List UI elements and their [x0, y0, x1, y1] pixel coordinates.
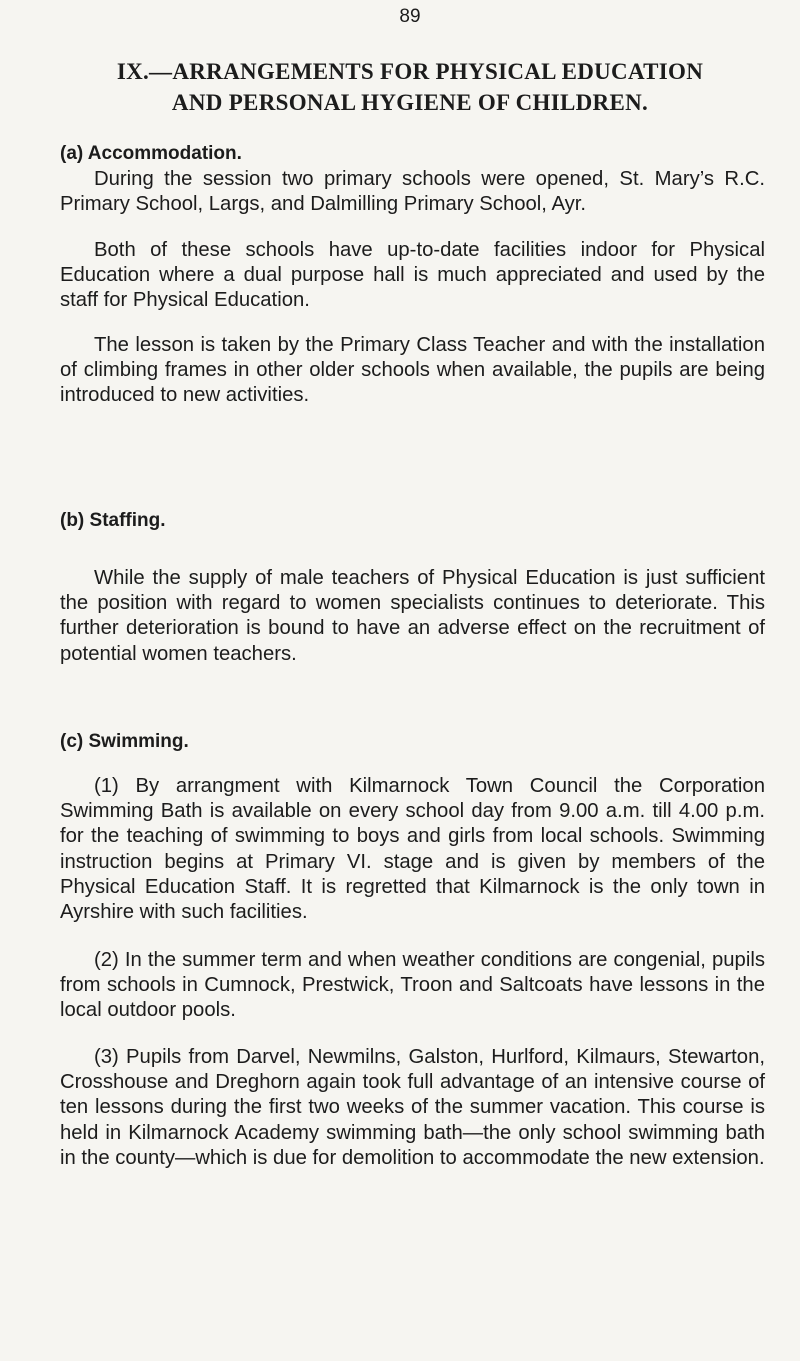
page-number: 89 [399, 6, 421, 27]
section-heading-staffing: (b) Staffing. [60, 510, 166, 531]
document-page [60, 0, 765, 1361]
paragraph-accommodation-1: During the session two primary schools were opened, St. Mary’s R.C. Primary School, Largs, and Dalmilling Primary School, Ayr. [60, 168, 765, 216]
paragraph-accommodation-3: The lesson is taken by the Primary Class Teacher and with the installation of climbing frames in other older schools when available, the pupils are being introduced to new activities. [60, 334, 765, 407]
paragraph-staffing-1: While the supply of male teachers of Physical Education is just sufficient the position with regard to women specialists continues to deteriorate. This further deterioration is bound to have an adverse effect on the recruitment of potential women teachers. [60, 567, 765, 665]
paragraph-swimming-2: (2) In the summer term and when weather conditions are congenial, pupils from schools in Cumnock, Prestwick, Troon and Saltcoats have lessons in the local outdoor pools. [60, 949, 765, 1022]
section-heading-swimming: (c) Swimming. [60, 731, 189, 752]
chapter-title-line-1: IX.—ARRANGEMENTS FOR PHYSICAL EDUCATION [116, 59, 704, 84]
paragraph-accommodation-2: Both of these schools have up-to-date facilities indoor for Physical Education where a dual purpose hall is much appreciated and used by the staff for Physical Education. [60, 239, 765, 312]
chapter-title [60, 56, 760, 118]
paragraph-swimming-1: (1) By arrangment with Kilmarnock Town Council the Corporation Swimming Bath is available on every school day from 9.00 a.m. till 4.00 p.m. for the teaching of swimming to boys and girls from local schools. Swimming instruction begins at Primary VI. stage and is given by members of the Physical Education Staff. It is regretted that Kilmarnock is the only town in Ayrshire with such facilities. [60, 775, 765, 924]
paragraph-swimming-3: (3) Pupils from Darvel, Newmilns, Galston, Hurlford, Kilmaurs, Stewarton, Crosshouse and Dreghorn again took full advantage of an intensive course of ten lessons during the first two weeks of the summer vacation. This course is held in Kilmarnock Academy swimming bath—the only school swimming bath in the county—which is due for demolition to accommodate the new extension. [60, 1046, 765, 1169]
chapter-title-line-2: AND PERSONAL HYGIENE OF CHILDREN. [171, 90, 649, 115]
section-heading-accommodation: (a) Accommodation. [60, 143, 242, 164]
